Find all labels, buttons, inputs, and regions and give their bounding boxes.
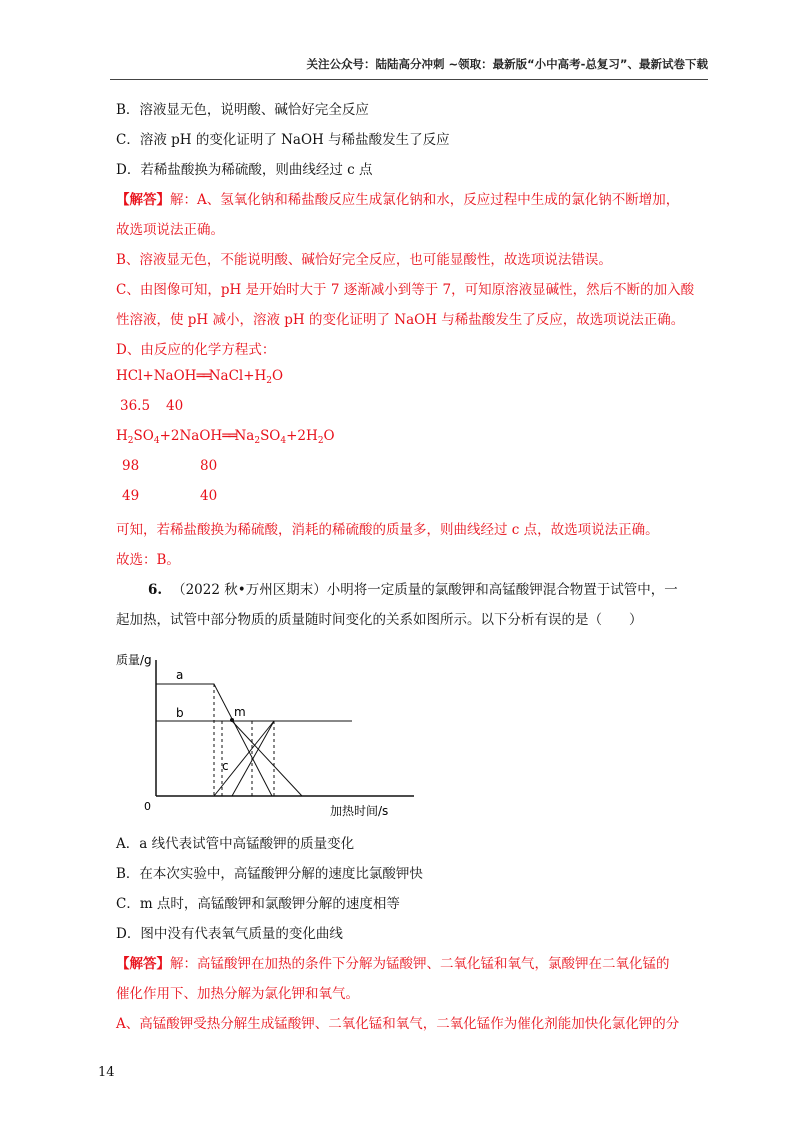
header-divider: [110, 79, 708, 80]
mass-time-chart: [104, 648, 434, 823]
mass-h2so4-half: 49: [122, 488, 140, 504]
eq2-sub-e: 2: [317, 436, 324, 446]
origin-label: 0: [144, 800, 151, 813]
page-header: 关注公众号：陆陆高分冲刺 ~领取：最新版“小中高考-总复习”、最新试卷下载: [306, 57, 708, 71]
mass-naoh-3: 40: [200, 488, 218, 504]
y-axis-label: 质量/g: [116, 653, 152, 667]
eq2-h2: +2H: [286, 428, 318, 444]
answer5-a-text: 解：A、氢氧化钠和稀盐酸反应生成氯化钠和水，反应过程中生成的氯化钠不断增加，: [170, 192, 680, 208]
eq2-so-b: SO: [260, 428, 281, 444]
q6-number: 6.: [148, 582, 163, 598]
mass-naoh-1: 40: [166, 398, 184, 414]
curve-kclo3-decline: [232, 721, 302, 796]
answer5-b: B、溶液显无色，不能说明酸、碱恰好完全反应，也可能显酸性，故选项说法错误。: [116, 252, 612, 268]
answer5-conclusion: 可知，若稀盐酸换为稀硫酸，消耗的稀硫酸的质量多，则曲线经过 c 点，故选项说法正确。: [116, 522, 659, 538]
answer5-c2: 性溶液，使 pH 减小，溶液 pH 的变化证明了 NaOH 与稀盐酸发生了反应，故选项说法正确。: [116, 312, 685, 328]
q6-option-b: B．在本次实验中，高锰酸钾分解的速度比氯酸钾快: [116, 866, 423, 882]
answer6-line1: [116, 952, 670, 972]
eq2-sub-b: 4: [153, 436, 160, 446]
label-a: a: [176, 668, 184, 682]
q6-option-a: A．a 线代表试管中高锰酸钾的质量变化: [116, 836, 355, 852]
q5-option-b: B．溶液显无色，说明酸、碱恰好完全反应: [116, 102, 369, 118]
answer5-line2: 故选项说法正确。: [116, 222, 224, 238]
x-axis-label: 加热时间/s: [330, 804, 389, 818]
eq1-equals: ══: [196, 368, 209, 384]
curve-rising-2: [232, 721, 274, 796]
eq2-equals: ══: [222, 428, 235, 444]
answer5-c1: C、由图像可知，pH 是开始时大于 7 逐渐减小到等于 7，可知原溶液显碱性，然后不断的加入酸: [116, 282, 695, 298]
eq2-sub-a: 2: [127, 436, 134, 446]
answer5-d: D、由反应的化学方程式：: [116, 342, 276, 358]
eq2-sub-c: 2: [254, 436, 261, 446]
mass-hcl: 36.5: [120, 398, 151, 414]
q6-option-c: C．m 点时，高锰酸钾和氯酸钾分解的速度相等: [116, 896, 400, 912]
eq2-so: SO: [133, 428, 154, 444]
equation-hcl: [116, 368, 283, 384]
eq1-sub: 2: [266, 376, 273, 386]
q6-option-d: D．图中没有代表氧气质量的变化曲线: [116, 926, 343, 942]
answer5-line1: [116, 188, 679, 208]
eq2-o: O: [323, 428, 335, 444]
eq2-na: Na: [234, 428, 255, 444]
answer6-tag: 【解答】: [116, 956, 170, 972]
q6-stem-line2: 起加热，试管中部分物质的质量随时间变化的关系如图所示。以下分析有误的是（ ）: [116, 612, 643, 628]
label-c: c: [222, 759, 229, 773]
q6-stem-text: （2022 秋•万州区期末）小明将一定质量的氯酸钾和高锰酸钾混合物置于试管中，一: [172, 582, 678, 598]
answer6-line3: A、高锰酸钾受热分解生成锰酸钾、二氧化锰和氧气，二氧化锰作为催化剂能加快化氯化钾的分: [116, 1016, 680, 1032]
q5-option-c: C．溶液 pH 的变化证明了 NaOH 与稀盐酸发生了反应: [116, 132, 450, 148]
answer5-choice: 故选：B。: [116, 552, 180, 568]
answer-tag: 【解答】: [116, 192, 170, 208]
eq2-h: H: [116, 428, 128, 444]
equation-h2so4: [116, 428, 335, 444]
eq1-left: HCl+NaOH: [116, 368, 197, 384]
label-m: m: [234, 705, 246, 719]
eq2-sub-d: 4: [280, 436, 287, 446]
label-b: b: [176, 706, 184, 720]
q5-option-d: D．若稀盐酸换为稀硫酸，则曲线经过 c 点: [116, 162, 373, 178]
mass-naoh-2: 80: [200, 458, 218, 474]
eq1-right: NaCl+H: [208, 368, 267, 384]
mass-h2so4: 98: [122, 458, 140, 474]
answer6-text1: 解：高锰酸钾在加热的条件下分解为锰酸钾、二氧化锰和氧气，氯酸钾在二氧化锰的: [170, 956, 670, 972]
eq2-naoh: +2NaOH: [159, 428, 223, 444]
q6-stem-line1: [148, 578, 678, 598]
page-number: 14: [98, 1065, 115, 1080]
answer6-line2: 催化作用下、加热分解为氯化钾和氧气。: [116, 986, 359, 1002]
eq1-end: O: [272, 368, 284, 384]
